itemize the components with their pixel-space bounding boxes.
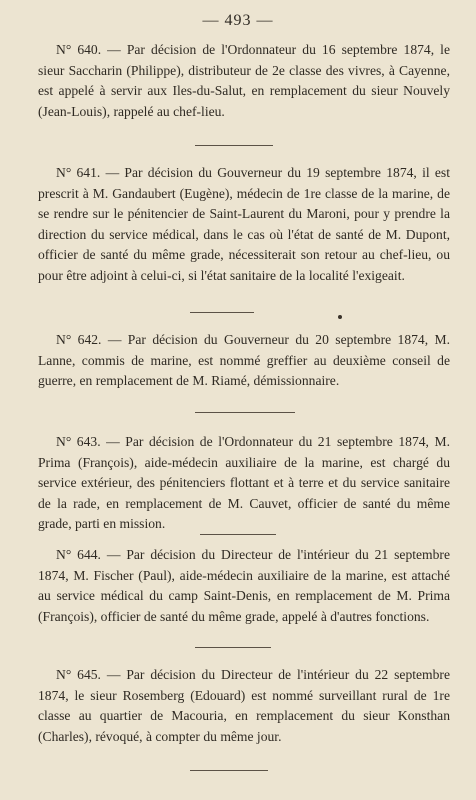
entry-text: N° 643. — Par décision de l'Ordonnateur du 21 septembre 1874, M. Prima (François), aide-médecin auxiliaire de la marine, est chargé du service extérieur, des pénitenciers flottant et à terre et du service sanitaire de la rade, en remplacement de M. Cauvet, officier de santé du même grade, parti en mission.	[38, 434, 450, 531]
separator-rule	[190, 312, 254, 313]
entry-642	[38, 330, 450, 392]
entry-text: N° 642. — Par décision du Gouverneur du 20 septembre 1874, M. Lanne, commis de marine, est nommé greffier au deuxième conseil de guerre, en remplacement de M. Riamé, démissionnaire.	[38, 332, 450, 388]
entry-644	[38, 545, 450, 627]
separator-rule	[200, 534, 276, 535]
entry-640	[38, 40, 450, 122]
page-number: — 493 —	[202, 12, 274, 29]
ink-dot	[338, 315, 342, 319]
entry-641	[38, 163, 450, 286]
separator-rule	[195, 145, 273, 146]
entry-text: N° 644. — Par décision du Directeur de l'intérieur du 21 septembre 1874, M. Fischer (Paul), aide-médecin auxiliaire de la marine, est attaché au service médical du camp Saint-Denis, en remplacement de M. Prima (François), officier de santé du même grade, appelé à d'autres fonctions.	[38, 547, 450, 624]
entry-text: N° 641. — Par décision du Gouverneur du 19 septembre 1874, il est prescrit à M. Gandaubert (Eugène), médecin de 1re classe de la marine, de se rendre sur le pénitencier de Saint-Laurent du Maroni, pour y prendre la direction du service médical, dans le cas où l'état de santé de M. Dupont, officier de santé du même grade, nécessiterait son retour au chef-lieu, ou pour être adjoint à celui-ci, si l'état sanitaire de la localité l'exigeait.	[38, 165, 450, 283]
separator-rule	[195, 412, 295, 413]
entry-643	[38, 432, 450, 535]
entry-645	[38, 665, 450, 747]
entry-text: N° 645. — Par décision du Directeur de l'intérieur du 22 septembre 1874, le sieur Rosemberg (Edouard) est nommé surveillant rural de 1re classe au quartier de Macouria, en remplacement du sieur Konsthan (Charles), révoqué, à compter du même jour.	[38, 667, 450, 744]
separator-rule	[190, 770, 268, 771]
entry-text: N° 640. — Par décision de l'Ordonnateur du 16 septembre 1874, le sieur Saccharin (Philippe), distributeur de 2e classe des vivres, à Cayenne, est appelé à servir aux Iles-du-Salut, en remplacement du sieur Nouvely (Jean-Louis), rappelé au chef-lieu.	[38, 42, 450, 119]
separator-rule	[195, 647, 271, 648]
